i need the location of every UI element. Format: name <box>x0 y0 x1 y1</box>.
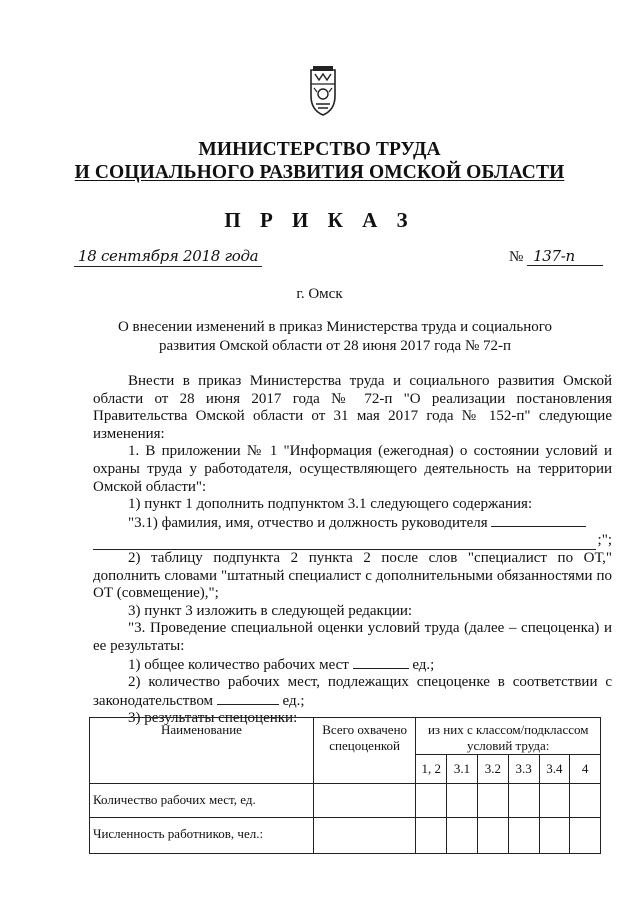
header-total: Всего охвачено спецоценкой <box>313 718 416 784</box>
table-cell <box>313 818 416 854</box>
class-cell: 3.1 <box>447 755 478 784</box>
blank-field <box>93 537 596 550</box>
table-cell <box>416 818 447 854</box>
point-3-3: 3) результаты спецоценки: <box>128 710 298 727</box>
table-cell <box>539 784 570 818</box>
class-cell: 3.4 <box>539 755 570 784</box>
table-cell <box>477 784 508 818</box>
point-3-1 <box>93 656 612 675</box>
point-3-1-text: 1) общее количество рабочих мест <box>128 656 349 673</box>
intro-paragraph: Внести в приказ Министерства труда и социального развития Омской области от 28 июня 2017 года № 72-п "О реализации постановления Правительства Омской области от 31 мая 2017 года № 152-п" следующие изменения: <box>93 373 612 442</box>
table-cell <box>570 784 601 818</box>
class-cell: 3.2 <box>477 755 508 784</box>
ministry-title-line1: МИНИСТЕРСТВО ТРУДА <box>198 139 441 160</box>
class-cell: 1, 2 <box>416 755 447 784</box>
point-3-intro: "3. Проведение специальной оценки условий труда (далее – спецоценка) и ее результаты: <box>93 620 612 654</box>
class-cell: 4 <box>570 755 601 784</box>
results-table <box>89 717 601 854</box>
header-name: Наименование <box>90 718 314 784</box>
ministry-title-line2: И СОЦИАЛЬНОГО РАЗВИТИЯ ОМСКОЙ ОБЛАСТИ <box>74 162 565 183</box>
subitem-2: 2) таблицу подпункта 2 пункта 2 после слов "специалист по ОТ," дополнить словами "штатный специалист с дополнительными обязанностями по ОТ (совмещение),"; <box>93 549 612 602</box>
subitem-1-blank-line <box>93 532 612 550</box>
coat-of-arms-icon <box>305 66 341 118</box>
order-date: 18 сентября 2018 года <box>74 247 262 267</box>
number-sign: № <box>509 249 524 265</box>
subitem-3: 3) пункт 3 изложить в следующей редакции: <box>128 602 413 619</box>
point-3-2 <box>93 674 612 710</box>
table-cell <box>313 784 416 818</box>
row-label: Количество рабочих мест, ед. <box>90 784 314 818</box>
table-cell <box>508 784 539 818</box>
table-cell <box>416 784 447 818</box>
table-cell <box>447 818 478 854</box>
number-value: 137-п <box>527 247 603 266</box>
item-1: 1. В приложении № 1 "Информация (ежегодная) о состоянии условий и охраны труда у работодателя, осуществляющего деятельность на территории Омской области": <box>93 443 612 495</box>
subject-line2: развития Омской области от 28 июня 2017 года № 72-п <box>158 338 512 354</box>
blank-field <box>353 656 409 669</box>
subitem-1-end: ;"; <box>597 532 612 549</box>
table-row <box>90 818 601 854</box>
class-cell: 3.3 <box>508 755 539 784</box>
table-cell <box>508 818 539 854</box>
table-cell <box>477 818 508 854</box>
table-cell <box>570 818 601 854</box>
order-number <box>509 247 603 266</box>
subitem-1-quote-text: "3.1) фамилия, имя, отчество и должность руководителя <box>128 514 488 531</box>
order-subject <box>90 318 580 356</box>
subitem-1: 1) пункт 1 дополнить подпунктом 3.1 следующего содержания: <box>128 496 533 513</box>
table-cell <box>447 784 478 818</box>
table-row <box>90 784 601 818</box>
blank-field <box>491 514 586 527</box>
order-body <box>93 373 612 728</box>
city: г. Омск <box>296 286 343 302</box>
point-3-2-text: 2) количество рабочих мест, подлежащих спецоценке в соответствии с законодательством <box>93 674 612 709</box>
document-type: П Р И К А З <box>224 208 415 232</box>
header-classes: из них с классом/подклассом условий труда: <box>416 718 601 755</box>
point-3-2-unit: ед.; <box>282 692 305 709</box>
subitem-1-quote <box>93 514 612 533</box>
table-cell <box>539 818 570 854</box>
table-header-row <box>90 718 601 755</box>
row-label: Численность работников, чел.: <box>90 818 314 854</box>
subject-line1: О внесении изменений в приказ Министерства труда и социального <box>117 319 553 335</box>
point-3-1-unit: ед.; <box>412 656 435 673</box>
blank-field <box>217 692 279 705</box>
